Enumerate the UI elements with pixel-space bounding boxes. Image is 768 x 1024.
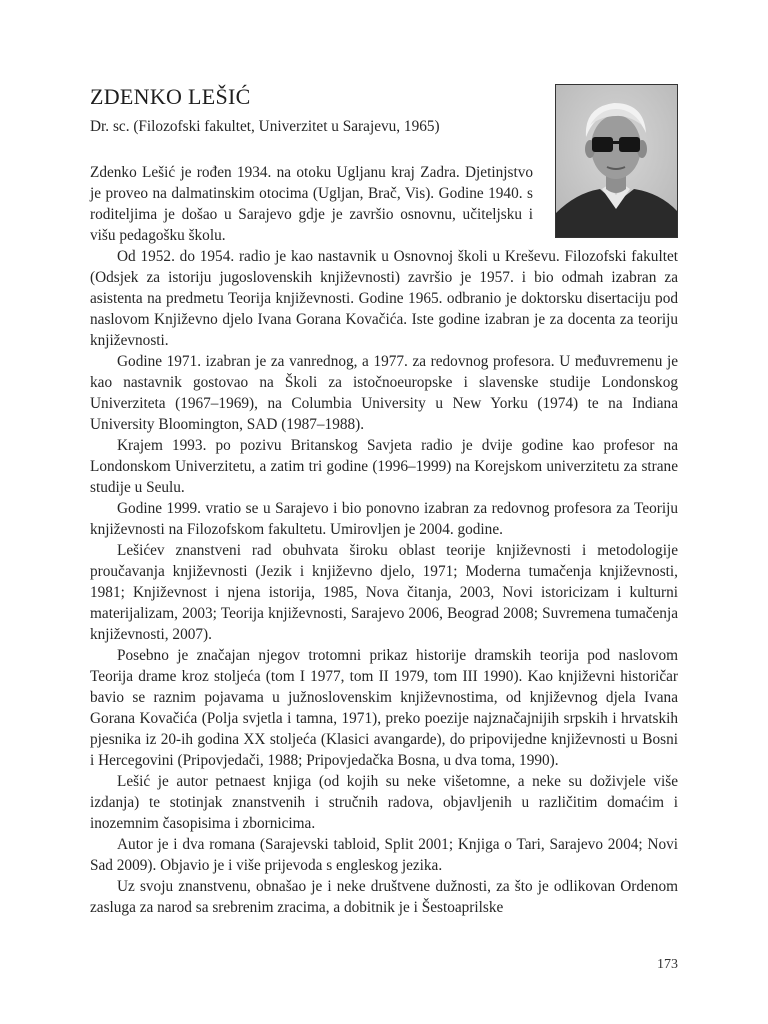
body-paragraph: Posebno je značajan njegov trotomni prikaz historije dramskih teorija pod naslovom Teorija drame kroz stoljeća (tom I 1977, tom II 1979, tom III 1990). Kao književni historičar bavio se raznim pojavama u južnoslovenskim književnostima, od književnog djela Ivana Gorana Kovačića (Polja svjetla i tamna, 1971), preko poezije najznačajnijih srpskih i hrvatskih pjesnika iz 20-ih godina XX stoljeća (Klasici avangarde), do pripovijedne književnosti u Bosni i Hercegovini (Pripovjedači, 1988; Pripovjedačka Bosna, u dva toma, 1990). — [90, 647, 678, 769]
body-paragraph: Lešićev znanstveni rad obuhvata široku oblast teorije književnosti i metodologije proučavanja književnosti (Jezik i književno djelo, 1971; Moderna tumačenja književnosti, 1981; Književnost i njena istorija, 1985, Nova čitanja, 2003, Novi istoricizam i kulturni materijalizam, 2003; Teorija književnosti, Sarajevo 2006, Beograd 2008; Suvremena tumačenja književnosti, 2007). — [90, 542, 678, 643]
body-paragraph: Od 1952. do 1954. radio je kao nastavnik u Osnovnoj školi u Kreševu. Filozofski fakultet (Odsjek za istoriju jugoslovenskih književnosti) završio je 1957. i bio odmah izabran za asistenta na predmetu Teorija književnosti. Godine 1965. odbranio je doktorsku disertaciju pod naslovom Književno djelo Ivana Gorana Kovačića. Iste godine izabran je za docenta za teoriju književnosti. — [90, 248, 678, 349]
author-name-heading: ZDENKO LEŠIĆ — [90, 84, 251, 109]
body-paragraph: Autor je i dva romana (Sarajevski tabloid, Split 2001; Knjiga o Tari, Sarajevo 2004; Novi Sad 2009). Objavio je i više prijevoda s engleskog jezika. — [90, 836, 678, 874]
body-paragraph: Lešić je autor petnaest knjiga (od kojih su neke višetomne, a neke su doživjele više izdanja) te stotinjak znanstvenih i stručnih radova, objavljenih u različitim domaćim i inozemnim časopisima i zbornicima. — [90, 773, 678, 832]
author-degree-line: Dr. sc. (Filozofski fakultet, Univerzitet u Sarajevu, 1965) — [90, 118, 440, 135]
body-paragraph: Uz svoju znanstvenu, obnašao je i neke društvene dužnosti, za što je odlikovan Ordenom zasluga za narod sa srebrenim zracima, a dobitnik je i Šestoaprilske — [90, 878, 678, 916]
body-paragraph: Godine 1971. izabran je za vanrednog, a 1977. za redovnog profesora. U međuvremenu je kao nastavnik gostovao na Školi za istočnoeuropske i slavenske studije Londonskog Univerziteta (1967–1969), na Columbia University u New Yorku (1974) te na Indiana University Bloomington, SAD (1987–1988). — [90, 353, 678, 433]
intro-paragraph: Zdenko Lešić je rođen 1934. na otoku Ugljanu kraj Zadra. Djetinjstvo je proveo na dalmatinskim otocima (Ugljan, Brač, Vis). Godine 1940. s roditeljima je došao u Sarajevo gdje je završio osnovnu, učiteljsku i višu pedagošku školu. — [90, 164, 533, 244]
intro-paragraph-block — [90, 162, 533, 246]
body-paragraph: Godine 1999. vratio se u Sarajevo i bio ponovno izabran za redovnog profesora za Teoriju književnosti na Filozofskom fakultetu. Umirovljen je 2004. godine. — [90, 500, 678, 538]
biography-text — [90, 246, 678, 918]
page-number: 173 — [657, 957, 678, 972]
portrait-image — [556, 85, 677, 237]
author-portrait-photo — [555, 84, 678, 238]
body-paragraph: Krajem 1993. po pozivu Britanskog Savjeta radio je dvije godine kao profesor na Londonskom Univerzitetu, a zatim tri godine (1996–1999) na Korejskom univerzitetu za strane studije u Seulu. — [90, 437, 678, 496]
